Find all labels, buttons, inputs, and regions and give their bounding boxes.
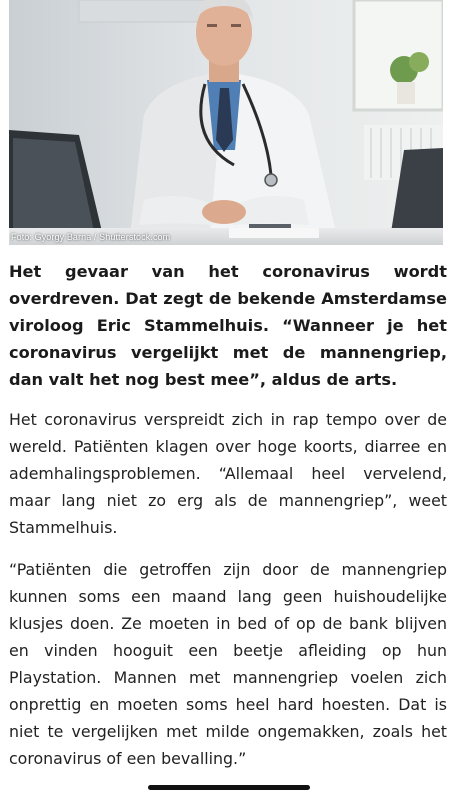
- doctor-portrait-photo-icon: [9, 0, 443, 245]
- home-indicator-bar[interactable]: [148, 785, 310, 790]
- article-lead: Het gevaar van het coronavirus wordt overdreven. Dat zegt de bekende Amsterdamse viroloog Eric Stammelhuis. “Wanneer je het coronavirus vergelijkt met de mannengriep, dan valt het nog best mee”, aldus de arts.: [9, 262, 447, 389]
- article-paragraph: “Patiënten die getroffen zijn door de mannengriep kunnen soms een maand lang geen huishoudelijke klusjes doen. Ze moeten in bed of op de bank blijven en vinden hooguit een beetje afleiding op hun Playstation. Mannen met mannengriep voelen zich onprettig en moeten soms heel hard hoesten. Dat is niet te vergelijken met milde ongemakken, zoals het coronavirus of een bevalling.”: [9, 560, 447, 768]
- article-body: [9, 258, 447, 787]
- article-hero-image: [9, 0, 443, 245]
- photo-credit-caption: Foto: Gyorgy Barna / Shutterstock.com: [11, 232, 171, 242]
- article-paragraph: Het coronavirus verspreidt zich in rap tempo over de wereld. Patiënten klagen over hoge koorts, diarree en ademhalingsproblemen. “Allemaal heel vervelend, maar lang niet zo erg als de mannengriep”, weet Stammelhuis.: [9, 410, 447, 537]
